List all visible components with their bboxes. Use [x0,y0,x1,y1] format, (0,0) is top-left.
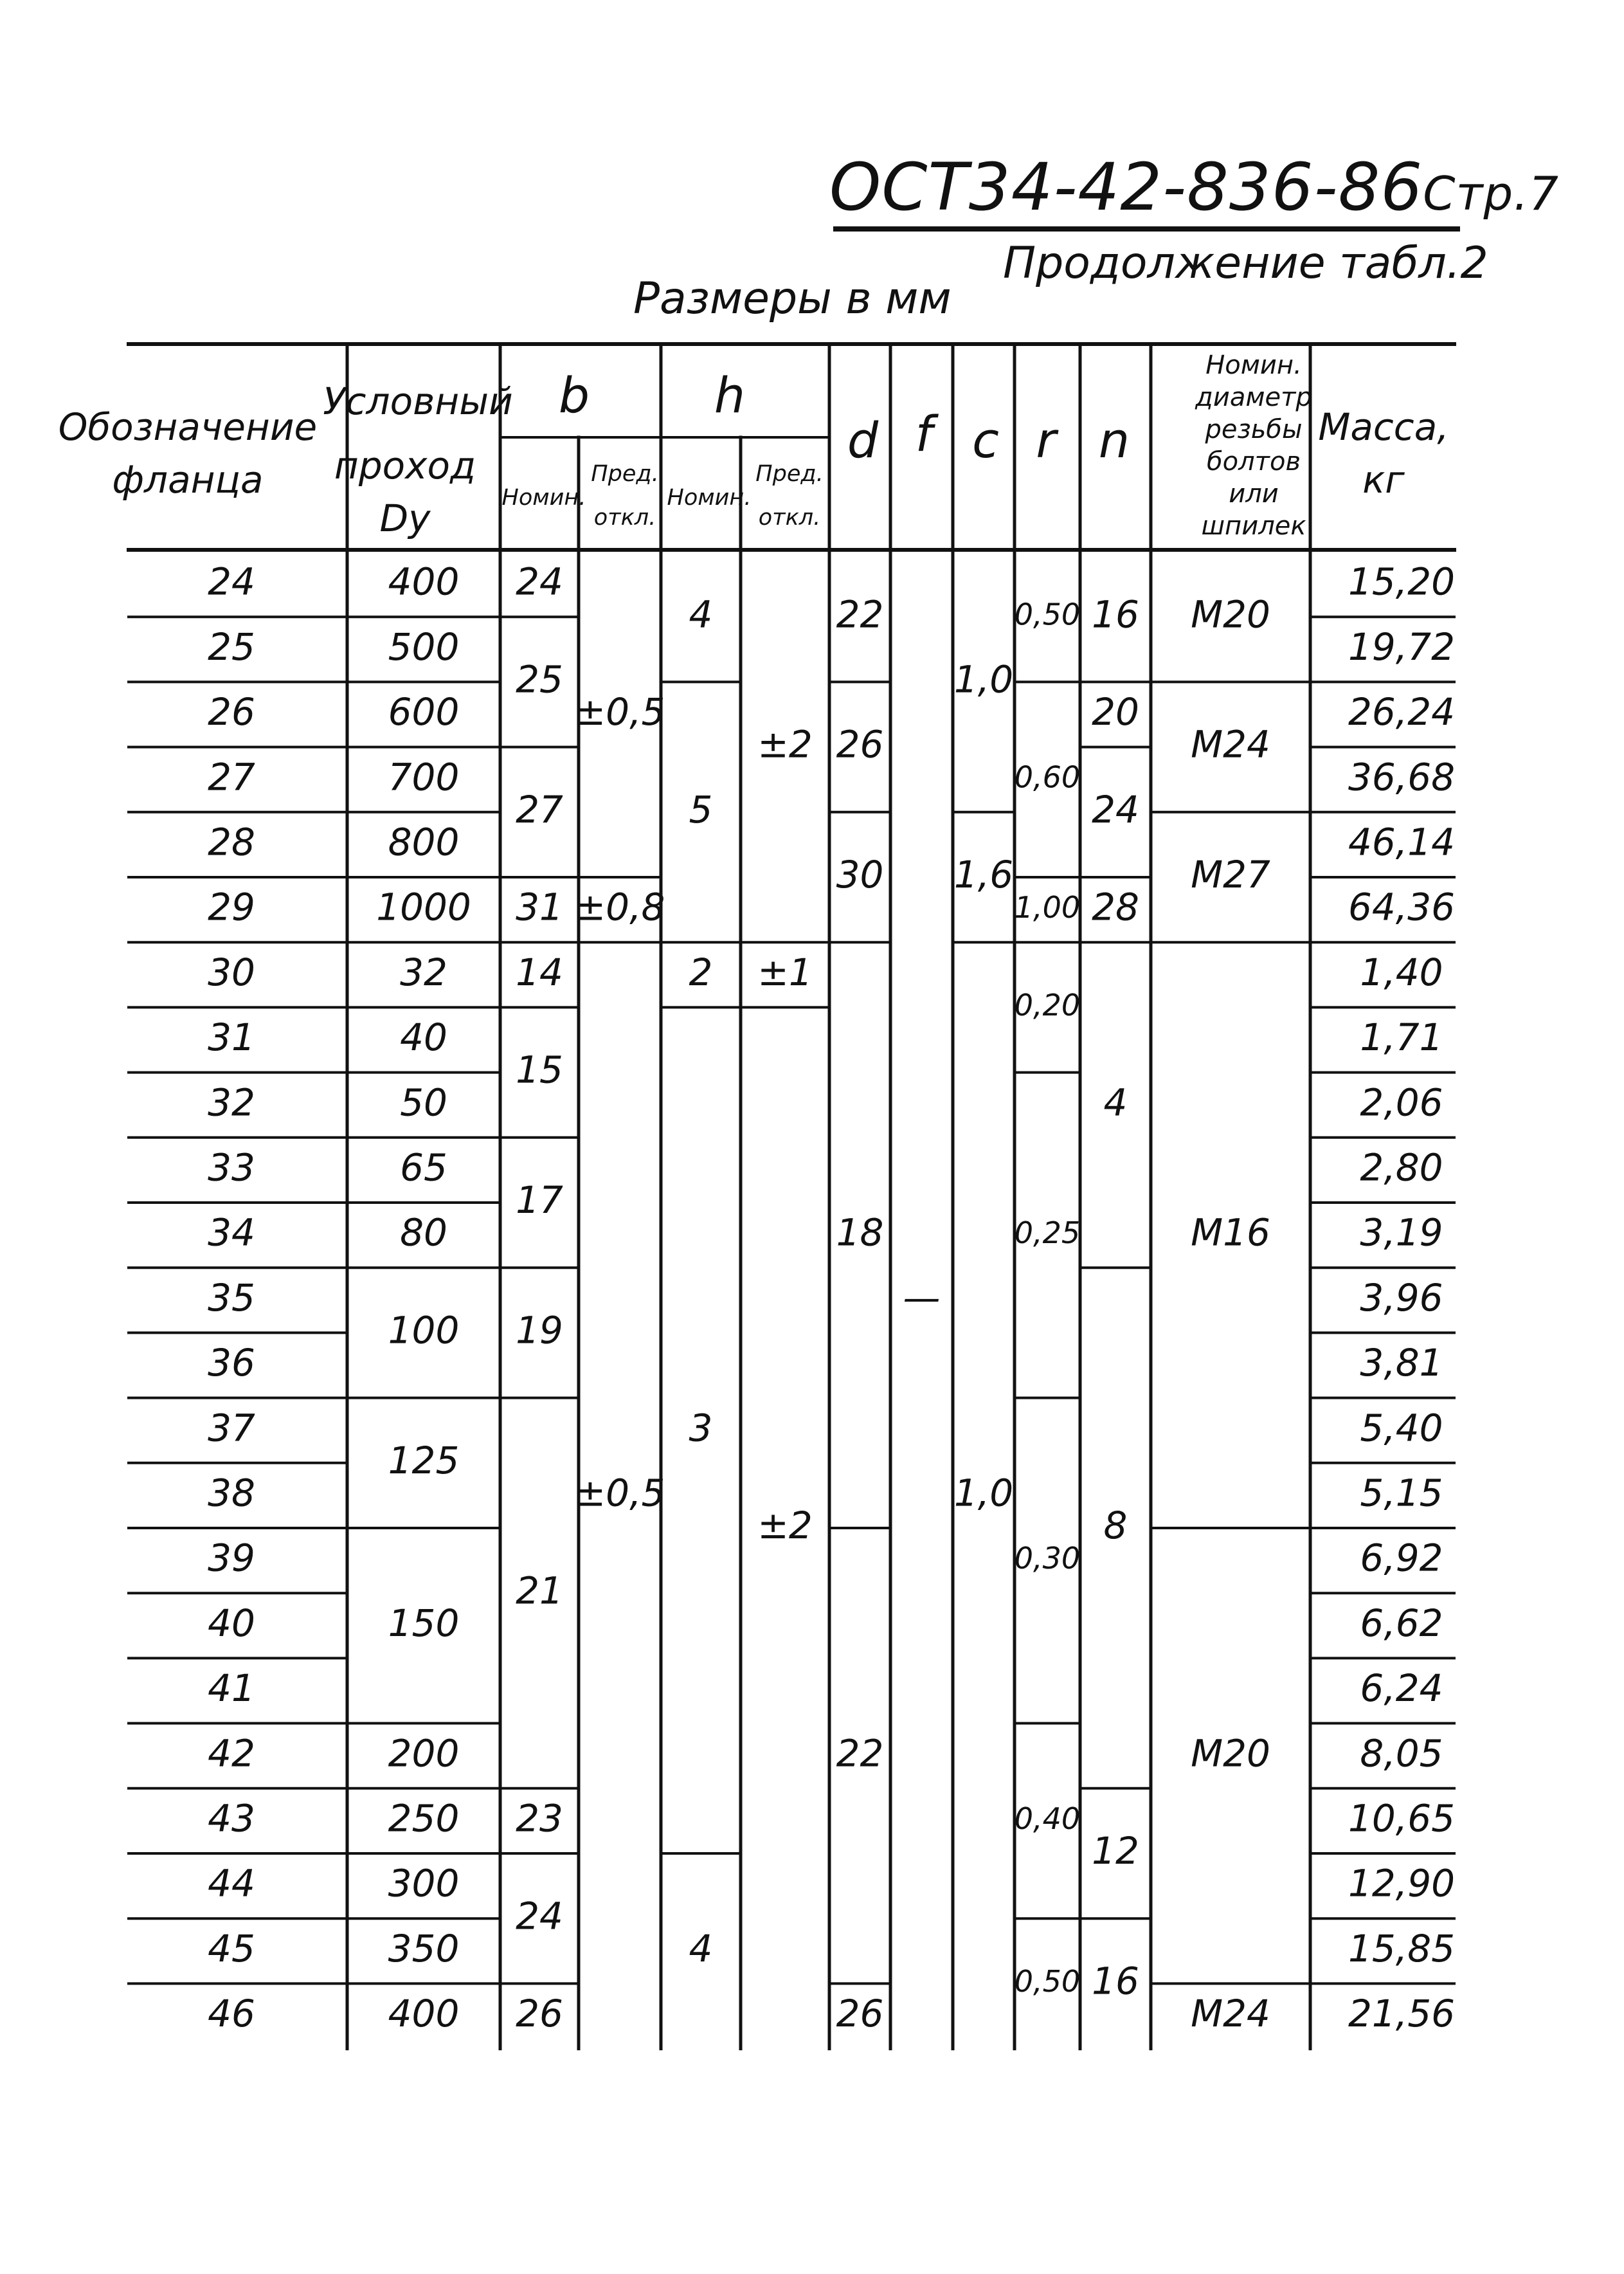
nominal-bore-cell: 300 [388,1861,460,1906]
header-h-deviation-line1: Пред. [755,461,824,487]
designation-cell: 41 [208,1666,255,1711]
b-nom-cell: 27 [516,787,563,832]
dimensions-note: Размеры в мм [633,273,952,324]
mass-cell: 21,56 [1348,1992,1456,2036]
table-continuation-label: Продолжение табл.2 [1003,238,1488,289]
d-cell: 22 [836,592,884,637]
thread-cell: М27 [1191,853,1270,897]
mass-cell: 26,24 [1348,690,1456,734]
designation-cell: 35 [208,1275,255,1320]
nominal-bore-cell: 800 [388,820,460,864]
nominal-bore-cell: 350 [388,1926,460,1970]
c-cell: 1,6 [953,853,1014,897]
b-nom-cell: 26 [516,1992,563,2036]
mass-cell: 5,15 [1360,1471,1443,1515]
b-nom-cell: 31 [516,885,563,929]
thread-cell: М20 [1191,1731,1270,1776]
designation-cell: 37 [208,1406,255,1450]
d-cell: 18 [836,1210,884,1255]
r-cell: 0,40 [1014,1801,1081,1836]
header-b-deviation-line1: Пред. [591,461,659,487]
b-dev-cell: ±0,5 [574,690,665,734]
thread-cell: М24 [1191,722,1270,767]
designation-cell: 28 [208,820,255,864]
nominal-bore-cell: 400 [388,1992,460,2036]
nominal-bore-merged-cell: 100 [388,1308,460,1352]
h-nom-cell: 5 [689,787,713,832]
b-nom-cell: 23 [516,1796,563,1841]
mass-cell: 15,85 [1348,1926,1456,1970]
nominal-bore-cell: 50 [400,1080,447,1125]
designation-cell: 34 [208,1210,255,1255]
mass-cell: 6,24 [1360,1666,1443,1711]
mass-cell: 19,72 [1348,624,1456,669]
nominal-bore-cell: 500 [388,624,460,669]
h-nom-cell: 3 [689,1406,713,1450]
nominal-bore-cell: 700 [388,755,460,799]
r-cell: 0,60 [1014,760,1081,795]
mass-cell: 46,14 [1348,820,1456,864]
mass-cell: 1,71 [1360,1015,1443,1060]
table-cells [208,560,1455,2035]
mass-cell: 12,90 [1348,1861,1456,1906]
header-h: h [714,366,746,424]
b-nom-cell: 24 [516,559,563,604]
h-nom-cell: 4 [689,1926,713,1970]
mass-cell: 64,36 [1348,885,1456,929]
header-b-nominal: Номин. [501,485,586,511]
r-cell: 1,00 [1014,890,1081,925]
nominal-bore-merged-cell: 150 [388,1601,460,1645]
f-cell: — [903,1275,941,1320]
header-dy-line1: Условный [323,379,513,424]
nominal-bore-cell: 400 [388,559,460,604]
page-number: Стр.7 [1423,167,1559,221]
d-cell: 22 [836,1731,884,1776]
designation-cell: 32 [208,1080,255,1125]
r-cell: 0,20 [1014,987,1081,1023]
b-dev-cell: ±0,5 [574,1471,665,1515]
n-cell: 24 [1092,787,1139,832]
header-h-deviation-line2: откл. [758,505,821,531]
mass-cell: 3,96 [1360,1275,1443,1320]
header-f: f [915,405,933,462]
document-code: ОСТ34-42-836-86Стр.7 [829,149,1559,226]
header-b-deviation-line2: откл. [593,505,656,531]
nominal-bore-cell: 200 [388,1731,460,1776]
header-thread-line1: Номин. [1205,350,1302,380]
mass-cell: 3,19 [1360,1210,1443,1255]
designation-cell: 26 [208,690,255,734]
mass-cell: 2,80 [1360,1145,1443,1190]
n-cell: 12 [1092,1829,1139,1873]
mass-cell: 10,65 [1348,1796,1456,1841]
n-cell: 28 [1092,885,1139,929]
n-cell: 16 [1092,1959,1139,2003]
designation-cell: 29 [208,885,255,929]
n-cell: 16 [1092,592,1139,637]
d-cell: 30 [836,853,884,897]
nominal-bore-cell: 1000 [376,885,471,929]
h-nom-cell: 2 [689,950,713,994]
header [59,350,1449,541]
header-r: r [1036,411,1056,469]
designation-cell: 33 [208,1145,255,1190]
designation-cell: 27 [208,755,255,799]
mass-cell: 3,81 [1360,1341,1443,1385]
h-nom-cell: 4 [689,592,713,637]
designation-cell: 43 [208,1796,255,1841]
designation-cell: 25 [208,624,255,669]
b-nom-cell: 21 [516,1569,563,1613]
mass-cell: 2,06 [1360,1080,1443,1125]
designation-cell: 46 [208,1992,255,2036]
b-nom-cell: 24 [516,1894,563,1938]
mass-cell: 6,62 [1360,1601,1443,1645]
b-nom-cell: 14 [516,950,563,994]
nominal-bore-cell: 250 [388,1796,460,1841]
designation-cell: 24 [208,559,255,604]
designation-cell: 44 [208,1861,255,1906]
nominal-bore-merged-cell: 125 [388,1438,460,1482]
designation-cell: 40 [208,1601,255,1645]
h-dev-cell: ±1 [757,950,813,994]
header-b: b [558,366,590,424]
designation-cell: 38 [208,1471,255,1515]
n-cell: 20 [1092,690,1139,734]
header-dy-line3: Dy [379,496,431,541]
designation-cell: 30 [208,950,255,994]
b-nom-cell: 25 [516,657,563,702]
header-n: n [1098,411,1130,469]
header-designation-line1: Обозначение [58,405,318,450]
nominal-bore-cell: 65 [400,1145,447,1190]
header-thread-line3: резьбы [1205,415,1303,444]
d-cell: 26 [836,722,884,767]
header-dy-line2: проход [334,444,476,488]
header-thread-line5: или [1229,479,1279,509]
mass-cell: 6,92 [1360,1536,1443,1580]
header-h-nominal: Номин. [667,485,752,511]
thread-cell: М20 [1191,592,1270,637]
thread-cell: М16 [1191,1210,1270,1255]
b-nom-cell: 15 [516,1048,563,1092]
h-dev-cell: ±2 [757,722,813,767]
mass-cell: 15,20 [1348,559,1456,604]
header-designation-line2: фланца [112,458,264,502]
nominal-bore-cell: 80 [400,1210,447,1255]
r-cell: 0,50 [1014,1963,1081,1999]
designation-cell: 36 [208,1341,255,1385]
designation-cell: 42 [208,1731,255,1776]
designation-cell: 45 [208,1926,255,1970]
mass-cell: 5,40 [1360,1406,1443,1450]
nominal-bore-cell: 40 [400,1015,447,1060]
thread-cell: М24 [1191,1992,1270,2036]
designation-cell: 39 [208,1536,255,1580]
mass-cell: 1,40 [1360,950,1443,994]
header-d: d [847,411,879,469]
r-cell: 0,30 [1014,1541,1081,1576]
designation-cell: 31 [208,1015,255,1060]
header-thread-line2: диаметр [1195,383,1312,412]
h-dev-cell: ±2 [757,1504,813,1548]
r-cell: 0,50 [1014,597,1081,632]
header-mass-line1: Масса, [1318,405,1449,450]
mass-cell: 8,05 [1360,1731,1443,1776]
header-c: c [972,411,999,469]
mass-cell: 36,68 [1348,755,1456,799]
d-cell: 26 [836,1992,884,2036]
b-nom-cell: 17 [516,1178,563,1223]
nominal-bore-cell: 600 [388,690,460,734]
c-cell: 1,0 [953,657,1014,702]
c-cell: 1,0 [953,1471,1014,1515]
header-thread-line4: болтов [1206,447,1301,477]
n-cell: 4 [1103,1080,1128,1125]
header-mass-line2: кг [1362,458,1405,502]
n-cell: 8 [1103,1504,1128,1548]
b-dev-cell: ±0,8 [574,885,665,929]
header-thread-line6: шпилек [1201,511,1306,541]
nominal-bore-cell: 32 [400,950,447,994]
b-nom-cell: 19 [516,1308,563,1352]
r-cell: 0,25 [1014,1215,1081,1251]
